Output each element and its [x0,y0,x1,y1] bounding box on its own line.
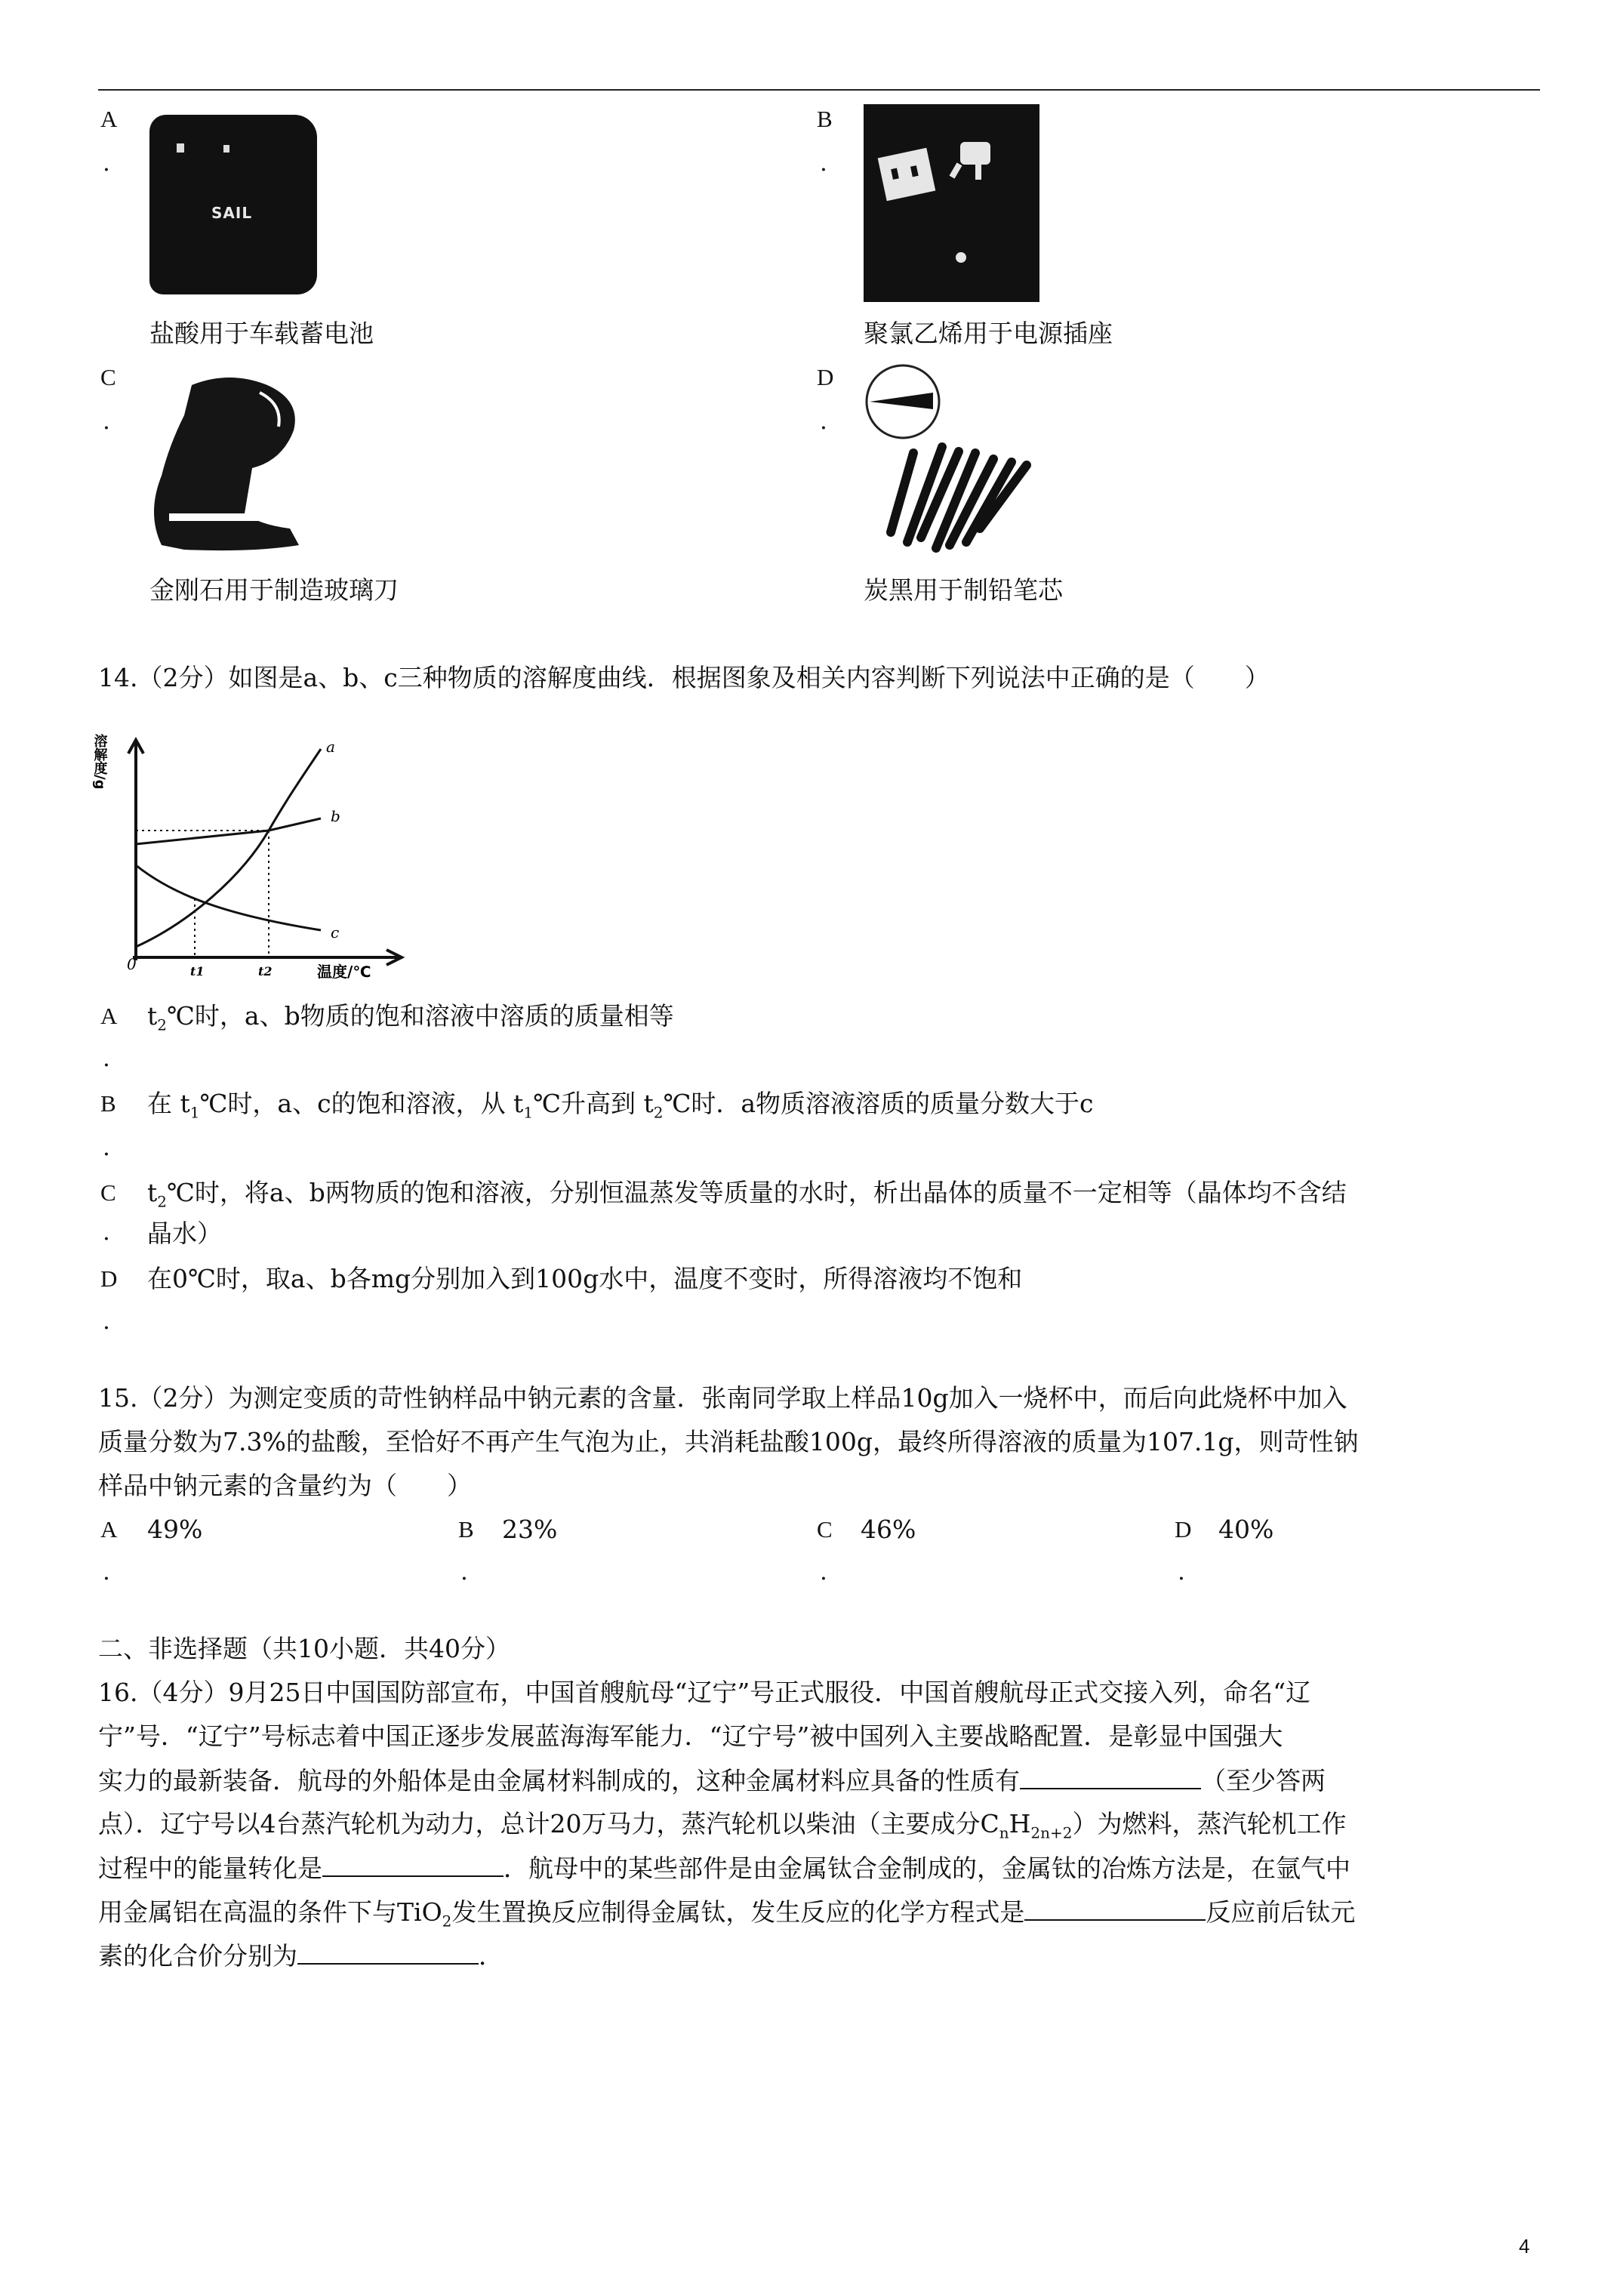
t2-tick-label: t2 [258,964,273,978]
question-14-stem: 14.（2分）如图是a、b、c三种物质的溶解度曲线．根据图象及相关内容判断下列说法中正确的是（ ） [98,663,1270,692]
plug-prong-icon [975,165,981,180]
header-rule [98,89,1540,91]
question-16-line-5: 过程中的能量转化是 ．航母中的某些部件是由金属钛合金制成的，金属钛的冶炼方法是，在氩气中 [98,1854,1350,1883]
curve-c-label: c [331,923,340,942]
question-16-line-3: 实力的最新装备．航母的外船体是由金属材料制成的，这种金属材料应具备的性质有 （至少答两 [98,1766,1326,1795]
curve-a-label: a [326,738,335,756]
option-dot: . [1178,1558,1185,1586]
option-dot: . [820,1558,827,1586]
answer-blank-1[interactable] [1020,1765,1201,1789]
answer-blank-2[interactable] [322,1853,504,1877]
page-number: 4 [1519,2235,1530,2257]
option-c-letter: C [100,364,116,390]
curve-c [136,865,321,930]
q15-option-c-letter: C [817,1516,833,1542]
option-a-letter: A [100,106,118,132]
question-15-line-2: 质量分数为7.3%的盐酸，至恰好不再产生气泡为止，共消耗盐酸100g，最终所得溶液的质量为107.1g，则苛性钠 [98,1427,1359,1456]
q14-option-c-text: $t_2℃$时，将a、b两物质的饱和溶液，分别恒温蒸发等质量的水时，析出晶体的质量不一定相等（晶体均不含结 [147,1178,1347,1211]
q14-option-b-text: 在 $t_1℃$时，a、c的饱和溶液，从 $t_1℃$升高到 $t_2℃$时．a物质溶液溶质的质量分数大于c [147,1089,1094,1122]
battery-terminal-icon [177,143,184,153]
option-dot: . [103,1045,110,1072]
q14-option-a-letter: A [100,1003,118,1029]
cable-end-icon [956,252,966,263]
plug-icon [960,142,990,165]
section-2-title: 二、非选择题（共10小题．共40分） [98,1634,510,1663]
question-15-line-1: 15.（2分）为测定变质的苛性钠样品中钠元素的含量．张南同学取上样品10g加入一烧杯中，而后向此烧杯中加入 [98,1383,1347,1413]
option-a-caption: 盐酸用于车载蓄电池 [149,319,374,348]
battery-terminal-icon [223,145,229,153]
option-dot: . [103,1558,110,1586]
pencil-lead-image [861,362,1049,566]
q15-option-b-letter: B [458,1516,474,1542]
option-dot: . [460,1558,468,1586]
curve-a [136,749,321,947]
question-16-line-7: 素的化合价分别为 ． [98,1941,504,1971]
q15-option-d-letter: D [1175,1516,1192,1542]
option-b-letter: B [817,106,833,132]
car-battery-image [149,115,317,294]
t1-tick-label: t1 [190,964,205,978]
q15-option-d-value: 40% [1218,1515,1274,1544]
answer-blank-3[interactable] [1024,1897,1206,1921]
q15-option-a-letter: A [100,1516,118,1542]
origin-label: 0 [127,955,137,973]
option-d-letter: D [817,364,834,390]
option-b-caption: 聚氯乙烯用于电源插座 [864,319,1113,348]
question-16-line-6: 用金属铝在高温的条件下与TiO$_2$发生置换反应制得金属钛，发生反应的化学方程式是 反应前后钛元 [98,1897,1356,1931]
answer-blank-4[interactable] [297,1940,479,1965]
q15-option-c-value: 46% [861,1515,916,1544]
question-16-line-1: 16.（4分）9月25日中国国防部宣布，中国首艘航母“辽宁”号正式服役．中国首艘航母正式交接入列，命名“辽 [98,1678,1311,1707]
x-axis-label: 温度/℃ [317,963,371,981]
option-dot: . [103,408,110,435]
curve-b-label: b [331,807,340,825]
battery-brand-label: SAIL [211,204,253,222]
plug-prong-icon [950,162,962,178]
q14-option-c-letter: C [100,1179,116,1206]
option-dot: . [103,1308,110,1335]
option-dot: . [103,1134,110,1161]
q15-option-b-value: 23% [502,1515,558,1544]
q14-option-b-letter: B [100,1090,116,1117]
power-socket-image [864,104,1039,302]
q14-option-d-text: 在0℃时，取a、b各mg分别加入到100g水中，温度不变时，所得溶液均不饱和 [147,1264,1023,1293]
option-dot: . [103,149,110,177]
q14-option-a-text: $t_2℃$时，a、b物质的饱和溶液中溶质的质量相等 [147,1001,674,1034]
question-15-line-3: 样品中钠元素的含量约为（ ） [98,1471,472,1500]
option-dot: . [103,1219,110,1246]
option-d-caption: 炭黑用于制铅笔芯 [864,575,1063,605]
option-c-caption: 金刚石用于制造玻璃刀 [149,575,399,605]
q14-option-c-text-line2: 晶水） [147,1219,222,1248]
question-16-line-2: 宁”号．“辽宁”号标志着中国正逐步发展蓝海海军能力．“辽宁号”被中国列入主要战略配置．是彰显中国强大 [98,1721,1283,1751]
option-dot: . [820,408,827,435]
question-16-line-4: 点）．辽宁号以4台蒸汽轮机为动力，总计20万马力，蒸汽轮机以柴油（主要成分$C_nH_{2n+2}$）为燃料，蒸汽轮机工作 [98,1809,1347,1842]
socket-icon [878,148,936,201]
glass-cutter-image [139,370,320,559]
solubility-curve-chart [91,711,408,983]
q14-option-d-letter: D [100,1265,118,1292]
y-axis-label: 溶解度/g [91,734,108,790]
option-dot: . [820,149,827,177]
q15-option-a-value: 49% [147,1515,203,1544]
